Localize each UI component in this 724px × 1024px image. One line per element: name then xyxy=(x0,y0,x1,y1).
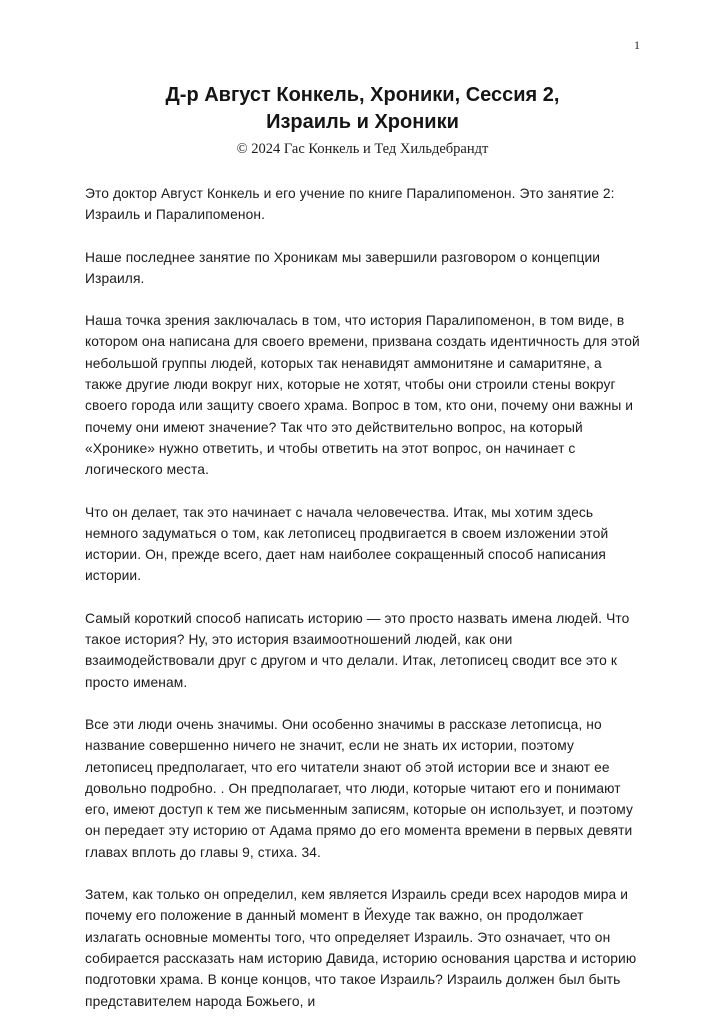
page-number: 1 xyxy=(634,38,640,52)
paragraph-7: Затем, как только он определил, кем является Израиль среди всех народов мира и почему его положение в данный момент в Йехуде так важно, он продолжает излагать основные моменты того, что определяет Израиль. Это означает, что он собирается рассказать нам историю Давида, историю основания царства и историю подготовки храма. В конце концов, что такое Израиль? Израиль должен был быть представителем народа Божьего, и xyxy=(85,887,637,1009)
paragraph-4: Что он делает, так это начинает с начала человечества. Итак, мы хотим здесь немного задуматься о том, как летописец продвигается в своем изложении этой истории. Он, прежде всего, дает нам наиболее сокращенный способ написания истории. xyxy=(85,504,609,584)
paragraph-1: Это доктор Август Конкель и его учение по книге Паралипоменон. Это занятие 2: Израиль и Паралипоменон. xyxy=(85,186,615,223)
document-title-line-2: Израиль и Хроники xyxy=(266,111,459,133)
paragraph-6: Все эти люди очень значимы. Они особенно значимы в рассказе летописца, но название совершенно ничего не значит, если не знать их истории, поэтому летописец предполагает, что его читатели знают об этой истории все и знают ее довольно подробно. . Он предполагает, что люди, которые читают его и понимают его, имеют доступ к тем же письменным записям, которые он использует, и поэтому он передает эту историю от Адама прямо до его момента времени в первых девяти главах вплоть до главы 9, стиха. 34. xyxy=(85,716,634,860)
copyright-line: © 2024 Гас Конкель и Тед Хильдебрандт xyxy=(236,141,489,157)
document-body xyxy=(85,183,640,1012)
paragraph-2: Наше последнее занятие по Хроникам мы завершили разговором о концепции Израиля. xyxy=(85,249,601,286)
paragraph-3: Наша точка зрения заключалась в том, что история Паралипоменон, в том виде, в котором она написана для своего времени, призвана создать идентичность для этой небольшой группы людей, которых так ненавидят аммонитяне и самаритяне, а также другие люди вокруг них, которые не хотят, чтобы они строили стены вокруг своего города или защиту своего храма. Вопрос в том, кто они, почему они важны и почему они имеют значение? Так что это действительно вопрос, на который «Хронике» нужно ответить, и чтобы ответить на этот вопрос, он начинает с логического места. xyxy=(85,313,640,478)
document-title xyxy=(85,82,640,136)
document-title-line-1: Д-р Август Конкель, Хроники, Сессия 2, xyxy=(165,84,560,106)
paragraph-5: Самый короткий способ написать историю — это просто назвать имена людей. Что такое история? Ну, это история взаимоотношений людей, как они взаимодействовали друг с другом и что делали. Итак, летописец сводит все это к просто именам. xyxy=(85,610,630,690)
